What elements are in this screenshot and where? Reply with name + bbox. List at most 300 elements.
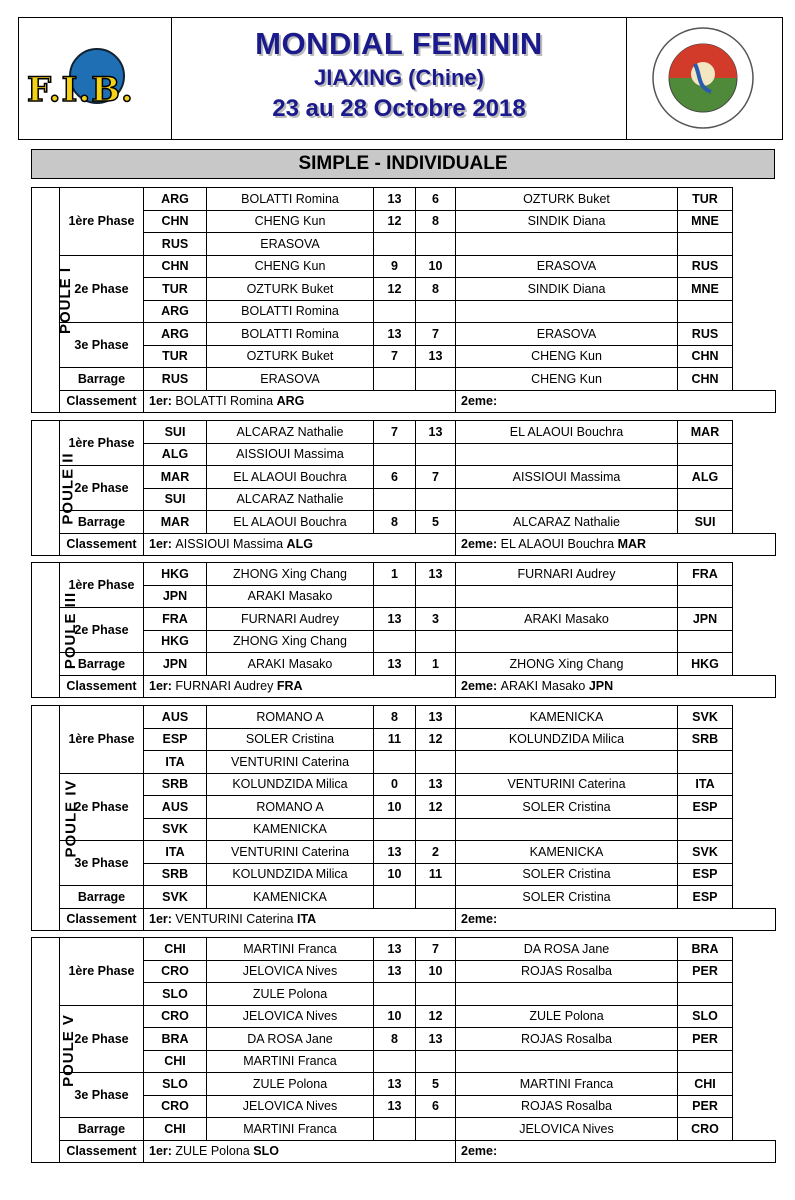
first-place-label: 1er:: [149, 537, 176, 552]
player-2: KAMENICKA: [456, 706, 678, 729]
player-2: JELOVICA Nives: [456, 1118, 678, 1141]
score-1: [374, 368, 416, 391]
second-place-label: 2eme:: [461, 1144, 498, 1159]
score-1: 10: [374, 796, 416, 819]
score-1: 6: [374, 466, 416, 489]
pool-section: [31, 187, 775, 413]
country-code-2: CHN: [678, 345, 733, 368]
match-row: [32, 233, 776, 256]
match-row: [32, 585, 776, 608]
country-code-2: [678, 818, 733, 841]
player-1: BOLATTI Romina: [207, 300, 374, 323]
event-location: JIAXING (Chine): [314, 65, 484, 90]
first-place-label: 1er:: [149, 679, 176, 694]
score-2: 12: [416, 1005, 456, 1028]
country-code-2: SVK: [678, 841, 733, 864]
country-code-2: ALG: [678, 466, 733, 489]
country-code-2: [678, 488, 733, 511]
player-2: SINDIK Diana: [456, 278, 678, 301]
first-place-name: VENTURINI Caterina: [175, 912, 297, 927]
country-code-1: AUS: [144, 706, 207, 729]
player-2: EL ALAOUI Bouchra: [456, 421, 678, 444]
country-code-1: BRA: [144, 1028, 207, 1051]
player-1: ERASOVA: [207, 368, 374, 391]
score-2: 5: [416, 511, 456, 534]
score-2: [416, 233, 456, 256]
player-1: ZHONG Xing Chang: [207, 563, 374, 586]
match-row: [32, 563, 776, 586]
player-1: ZULE Polona: [207, 983, 374, 1006]
country-code-1: FRA: [144, 608, 207, 631]
phase-label: Barrage: [60, 1118, 144, 1141]
player-2: [456, 751, 678, 774]
fib-logo: [19, 18, 172, 139]
country-code-2: MNE: [678, 210, 733, 233]
country-code-2: SVK: [678, 706, 733, 729]
country-code-2: PER: [678, 960, 733, 983]
header-titles: [171, 18, 627, 139]
player-2: ZHONG Xing Chang: [456, 653, 678, 676]
classement-row: [32, 1140, 776, 1163]
phase-label: 1ère Phase: [60, 188, 144, 256]
cmba-emblem-icon: [637, 24, 769, 132]
score-2: 7: [416, 323, 456, 346]
pool-name-label: POULE V: [59, 1013, 77, 1087]
player-2: [456, 300, 678, 323]
score-2: 13: [416, 345, 456, 368]
country-code-1: ITA: [144, 841, 207, 864]
score-2: [416, 488, 456, 511]
score-2: 7: [416, 466, 456, 489]
phase-label: 1ère Phase: [60, 421, 144, 466]
player-2: KOLUNDZIDA Milica: [456, 728, 678, 751]
player-2: [456, 983, 678, 1006]
player-2: ALCARAZ Nathalie: [456, 511, 678, 534]
score-1: 7: [374, 345, 416, 368]
second-place-label: 2eme:: [461, 912, 498, 927]
match-row: [32, 466, 776, 489]
player-1: ZULE Polona: [207, 1073, 374, 1096]
match-row: [32, 796, 776, 819]
score-2: 6: [416, 188, 456, 211]
score-2: 10: [416, 960, 456, 983]
score-1: 13: [374, 1073, 416, 1096]
score-1: 9: [374, 255, 416, 278]
country-code-1: RUS: [144, 233, 207, 256]
match-row: [32, 1095, 776, 1118]
country-code-2: SUI: [678, 511, 733, 534]
phase-label: 3e Phase: [60, 1073, 144, 1118]
score-2: [416, 1118, 456, 1141]
player-1: ARAKI Masako: [207, 653, 374, 676]
score-2: 13: [416, 563, 456, 586]
country-code-2: [678, 630, 733, 653]
player-2: [456, 488, 678, 511]
second-place-label: 2eme:: [461, 537, 501, 552]
cmba-logo: [626, 18, 782, 139]
first-place-name: AISSIOUI Massima: [175, 537, 287, 552]
pool-name-label: POULE IV: [62, 778, 80, 858]
pool-table: [31, 420, 776, 556]
match-row: [32, 1028, 776, 1051]
player-1: OZTURK Buket: [207, 345, 374, 368]
player-2: [456, 443, 678, 466]
player-2: ZULE Polona: [456, 1005, 678, 1028]
classement-row: [32, 390, 776, 413]
country-code-2: RUS: [678, 323, 733, 346]
player-2: [456, 630, 678, 653]
match-row: [32, 278, 776, 301]
phase-label: Barrage: [60, 886, 144, 909]
match-row: [32, 653, 776, 676]
match-row: [32, 1050, 776, 1073]
country-code-1: ARG: [144, 300, 207, 323]
score-2: [416, 300, 456, 323]
score-1: 13: [374, 960, 416, 983]
country-code-2: CRO: [678, 1118, 733, 1141]
match-row: [32, 421, 776, 444]
pool-name: [32, 938, 77, 1163]
player-1: EL ALAOUI Bouchra: [207, 511, 374, 534]
player-1: FURNARI Audrey: [207, 608, 374, 631]
player-2: OZTURK Buket: [456, 188, 678, 211]
player-1: JELOVICA Nives: [207, 960, 374, 983]
pool-table: [31, 187, 776, 413]
country-code-1: TUR: [144, 278, 207, 301]
score-2: 13: [416, 421, 456, 444]
country-code-2: ESP: [678, 796, 733, 819]
first-place-name: BOLATTI Romina: [175, 394, 277, 409]
country-code-2: PER: [678, 1095, 733, 1118]
score-2: 3: [416, 608, 456, 631]
score-2: 13: [416, 1028, 456, 1051]
player-1: OZTURK Buket: [207, 278, 374, 301]
match-row: [32, 443, 776, 466]
player-2: SINDIK Diana: [456, 210, 678, 233]
player-2: CHENG Kun: [456, 345, 678, 368]
first-place: [144, 390, 456, 413]
phase-label: 2e Phase: [60, 255, 144, 323]
score-2: 1: [416, 653, 456, 676]
player-1: MARTINI Franca: [207, 938, 374, 961]
score-2: [416, 818, 456, 841]
country-code-1: CHN: [144, 255, 207, 278]
score-1: 0: [374, 773, 416, 796]
fib-logo-text: F.I.B.: [27, 70, 134, 110]
player-2: [456, 233, 678, 256]
player-2: ERASOVA: [456, 323, 678, 346]
match-row: [32, 368, 776, 391]
score-2: 6: [416, 1095, 456, 1118]
player-2: [456, 1050, 678, 1073]
score-2: [416, 368, 456, 391]
country-code-1: CRO: [144, 1005, 207, 1028]
match-row: [32, 728, 776, 751]
player-2: ROJAS Rosalba: [456, 1028, 678, 1051]
score-1: [374, 1050, 416, 1073]
score-1: [374, 300, 416, 323]
player-2: ROJAS Rosalba: [456, 1095, 678, 1118]
second-place-label: 2eme:: [461, 679, 501, 694]
match-row: [32, 886, 776, 909]
score-1: 13: [374, 653, 416, 676]
score-1: [374, 886, 416, 909]
pool-name: [32, 563, 80, 698]
first-place-country: ALG: [286, 537, 313, 552]
score-2: [416, 983, 456, 1006]
country-code-2: PER: [678, 1028, 733, 1051]
player-2: ERASOVA: [456, 255, 678, 278]
match-row: [32, 773, 776, 796]
player-2: ARAKI Masako: [456, 608, 678, 631]
player-1: JELOVICA Nives: [207, 1095, 374, 1118]
score-1: [374, 751, 416, 774]
score-1: [374, 585, 416, 608]
score-2: [416, 1050, 456, 1073]
country-code-1: TUR: [144, 345, 207, 368]
score-1: 13: [374, 188, 416, 211]
phase-label: 1ère Phase: [60, 938, 144, 1006]
first-place-label: 1er:: [149, 912, 176, 927]
country-code-2: ESP: [678, 863, 733, 886]
country-code-2: [678, 443, 733, 466]
first-place: [144, 675, 456, 698]
match-row: [32, 608, 776, 631]
country-code-1: HKG: [144, 630, 207, 653]
country-code-1: AUS: [144, 796, 207, 819]
country-code-1: MAR: [144, 466, 207, 489]
match-row: [32, 960, 776, 983]
match-row: [32, 188, 776, 211]
phase-label: 1ère Phase: [60, 563, 144, 608]
score-1: 13: [374, 841, 416, 864]
first-place: [144, 533, 456, 556]
score-2: 8: [416, 278, 456, 301]
score-2: 8: [416, 210, 456, 233]
country-code-1: JPN: [144, 653, 207, 676]
player-1: MARTINI Franca: [207, 1050, 374, 1073]
score-2: 5: [416, 1073, 456, 1096]
score-1: 11: [374, 728, 416, 751]
second-place: [456, 390, 776, 413]
country-code-2: ITA: [678, 773, 733, 796]
match-row: [32, 751, 776, 774]
score-2: 7: [416, 938, 456, 961]
player-1: ERASOVA: [207, 233, 374, 256]
first-place-country: ITA: [296, 912, 317, 927]
player-1: VENTURINI Caterina: [207, 841, 374, 864]
player-1: SOLER Cristina: [207, 728, 374, 751]
match-row: [32, 345, 776, 368]
score-1: 8: [374, 706, 416, 729]
score-1: 13: [374, 1095, 416, 1118]
player-2: ROJAS Rosalba: [456, 960, 678, 983]
score-2: 12: [416, 728, 456, 751]
match-row: [32, 511, 776, 534]
player-1: JELOVICA Nives: [207, 1005, 374, 1028]
country-code-1: ITA: [144, 751, 207, 774]
country-code-2: SRB: [678, 728, 733, 751]
match-row: [32, 630, 776, 653]
pool-section: [31, 420, 775, 556]
score-1: [374, 818, 416, 841]
country-code-2: SLO: [678, 1005, 733, 1028]
country-code-1: CHI: [144, 1118, 207, 1141]
player-2: [456, 585, 678, 608]
country-code-2: MAR: [678, 421, 733, 444]
pool-table: [31, 705, 776, 931]
country-code-1: SLO: [144, 1073, 207, 1096]
country-code-1: RUS: [144, 368, 207, 391]
phase-label: 3e Phase: [60, 323, 144, 368]
country-code-2: [678, 585, 733, 608]
classement-row: [32, 908, 776, 931]
match-row: [32, 1073, 776, 1096]
country-code-2: RUS: [678, 255, 733, 278]
score-1: [374, 233, 416, 256]
score-1: [374, 488, 416, 511]
player-2: SOLER Cristina: [456, 863, 678, 886]
score-1: 13: [374, 938, 416, 961]
country-code-2: FRA: [678, 563, 733, 586]
match-row: [32, 210, 776, 233]
pool-section: [31, 562, 775, 698]
player-1: KOLUNDZIDA Milica: [207, 863, 374, 886]
score-2: 12: [416, 796, 456, 819]
second-place: [456, 675, 776, 698]
score-2: 13: [416, 773, 456, 796]
player-1: EL ALAOUI Bouchra: [207, 466, 374, 489]
score-2: [416, 751, 456, 774]
pool-table: [31, 562, 776, 698]
country-code-2: TUR: [678, 188, 733, 211]
country-code-1: SRB: [144, 863, 207, 886]
player-2: CHENG Kun: [456, 368, 678, 391]
match-row: [32, 255, 776, 278]
score-1: [374, 1118, 416, 1141]
document-header: [18, 17, 783, 140]
score-1: 12: [374, 278, 416, 301]
second-place-country: MAR: [617, 537, 647, 552]
pool-name: [32, 706, 80, 931]
first-place: [144, 908, 456, 931]
phase-label: 1ère Phase: [60, 706, 144, 774]
second-place: [456, 908, 776, 931]
score-2: 13: [416, 706, 456, 729]
player-2: KAMENICKA: [456, 841, 678, 864]
match-row: [32, 1005, 776, 1028]
country-code-2: MNE: [678, 278, 733, 301]
phase-label: Barrage: [60, 653, 144, 676]
first-place-country: FRA: [276, 679, 303, 694]
country-code-2: CHI: [678, 1073, 733, 1096]
classement-label: Classement: [60, 1140, 144, 1163]
score-1: 10: [374, 1005, 416, 1028]
country-code-1: ARG: [144, 323, 207, 346]
country-code-1: HKG: [144, 563, 207, 586]
first-place-label: 1er:: [149, 1144, 176, 1159]
match-row: [32, 323, 776, 346]
pool-name: [32, 188, 75, 413]
classement-row: [32, 675, 776, 698]
second-place: [456, 1140, 776, 1163]
score-1: 8: [374, 1028, 416, 1051]
country-code-1: ALG: [144, 443, 207, 466]
first-place-country: SLO: [253, 1144, 279, 1159]
score-1: 12: [374, 210, 416, 233]
country-code-1: CRO: [144, 960, 207, 983]
country-code-1: ESP: [144, 728, 207, 751]
player-1: MARTINI Franca: [207, 1118, 374, 1141]
match-row: [32, 863, 776, 886]
country-code-1: JPN: [144, 585, 207, 608]
country-code-2: [678, 983, 733, 1006]
score-1: 7: [374, 421, 416, 444]
first-place: [144, 1140, 456, 1163]
score-1: 10: [374, 863, 416, 886]
score-1: [374, 630, 416, 653]
player-1: KAMENICKA: [207, 818, 374, 841]
phase-label: 2e Phase: [60, 773, 144, 841]
score-1: 13: [374, 608, 416, 631]
first-place-name: ZULE Polona: [175, 1144, 254, 1159]
phase-label: 2e Phase: [60, 608, 144, 653]
player-1: ZHONG Xing Chang: [207, 630, 374, 653]
player-2: VENTURINI Caterina: [456, 773, 678, 796]
player-2: SOLER Cristina: [456, 796, 678, 819]
section-banner: SIMPLE - INDIVIDUALE: [31, 149, 775, 179]
country-code-2: [678, 1050, 733, 1073]
match-row: [32, 300, 776, 323]
country-code-1: MAR: [144, 511, 207, 534]
score-2: [416, 886, 456, 909]
classement-label: Classement: [60, 908, 144, 931]
player-1: BOLATTI Romina: [207, 323, 374, 346]
player-1: ARAKI Masako: [207, 585, 374, 608]
second-place-label: 2eme:: [461, 394, 498, 409]
pool-table: [31, 937, 776, 1163]
country-code-2: BRA: [678, 938, 733, 961]
player-1: ALCARAZ Nathalie: [207, 488, 374, 511]
phase-label: 2e Phase: [60, 466, 144, 511]
match-row: [32, 983, 776, 1006]
classement-row: [32, 533, 776, 556]
score-1: [374, 443, 416, 466]
country-code-1: SLO: [144, 983, 207, 1006]
score-2: [416, 585, 456, 608]
country-code-1: ARG: [144, 188, 207, 211]
country-code-1: SUI: [144, 421, 207, 444]
classement-label: Classement: [60, 533, 144, 556]
pool-section: [31, 937, 775, 1163]
player-1: ROMANO A: [207, 796, 374, 819]
country-code-2: [678, 300, 733, 323]
country-code-1: SUI: [144, 488, 207, 511]
first-place-label: 1er:: [149, 394, 176, 409]
score-1: 13: [374, 323, 416, 346]
score-1: [374, 983, 416, 1006]
player-2: [456, 818, 678, 841]
score-2: 11: [416, 863, 456, 886]
score-2: [416, 443, 456, 466]
match-row: [32, 841, 776, 864]
score-1: 8: [374, 511, 416, 534]
second-place-country: JPN: [588, 679, 614, 694]
score-2: 2: [416, 841, 456, 864]
score-2: [416, 630, 456, 653]
player-2: DA ROSA Jane: [456, 938, 678, 961]
phase-label: Barrage: [60, 368, 144, 391]
